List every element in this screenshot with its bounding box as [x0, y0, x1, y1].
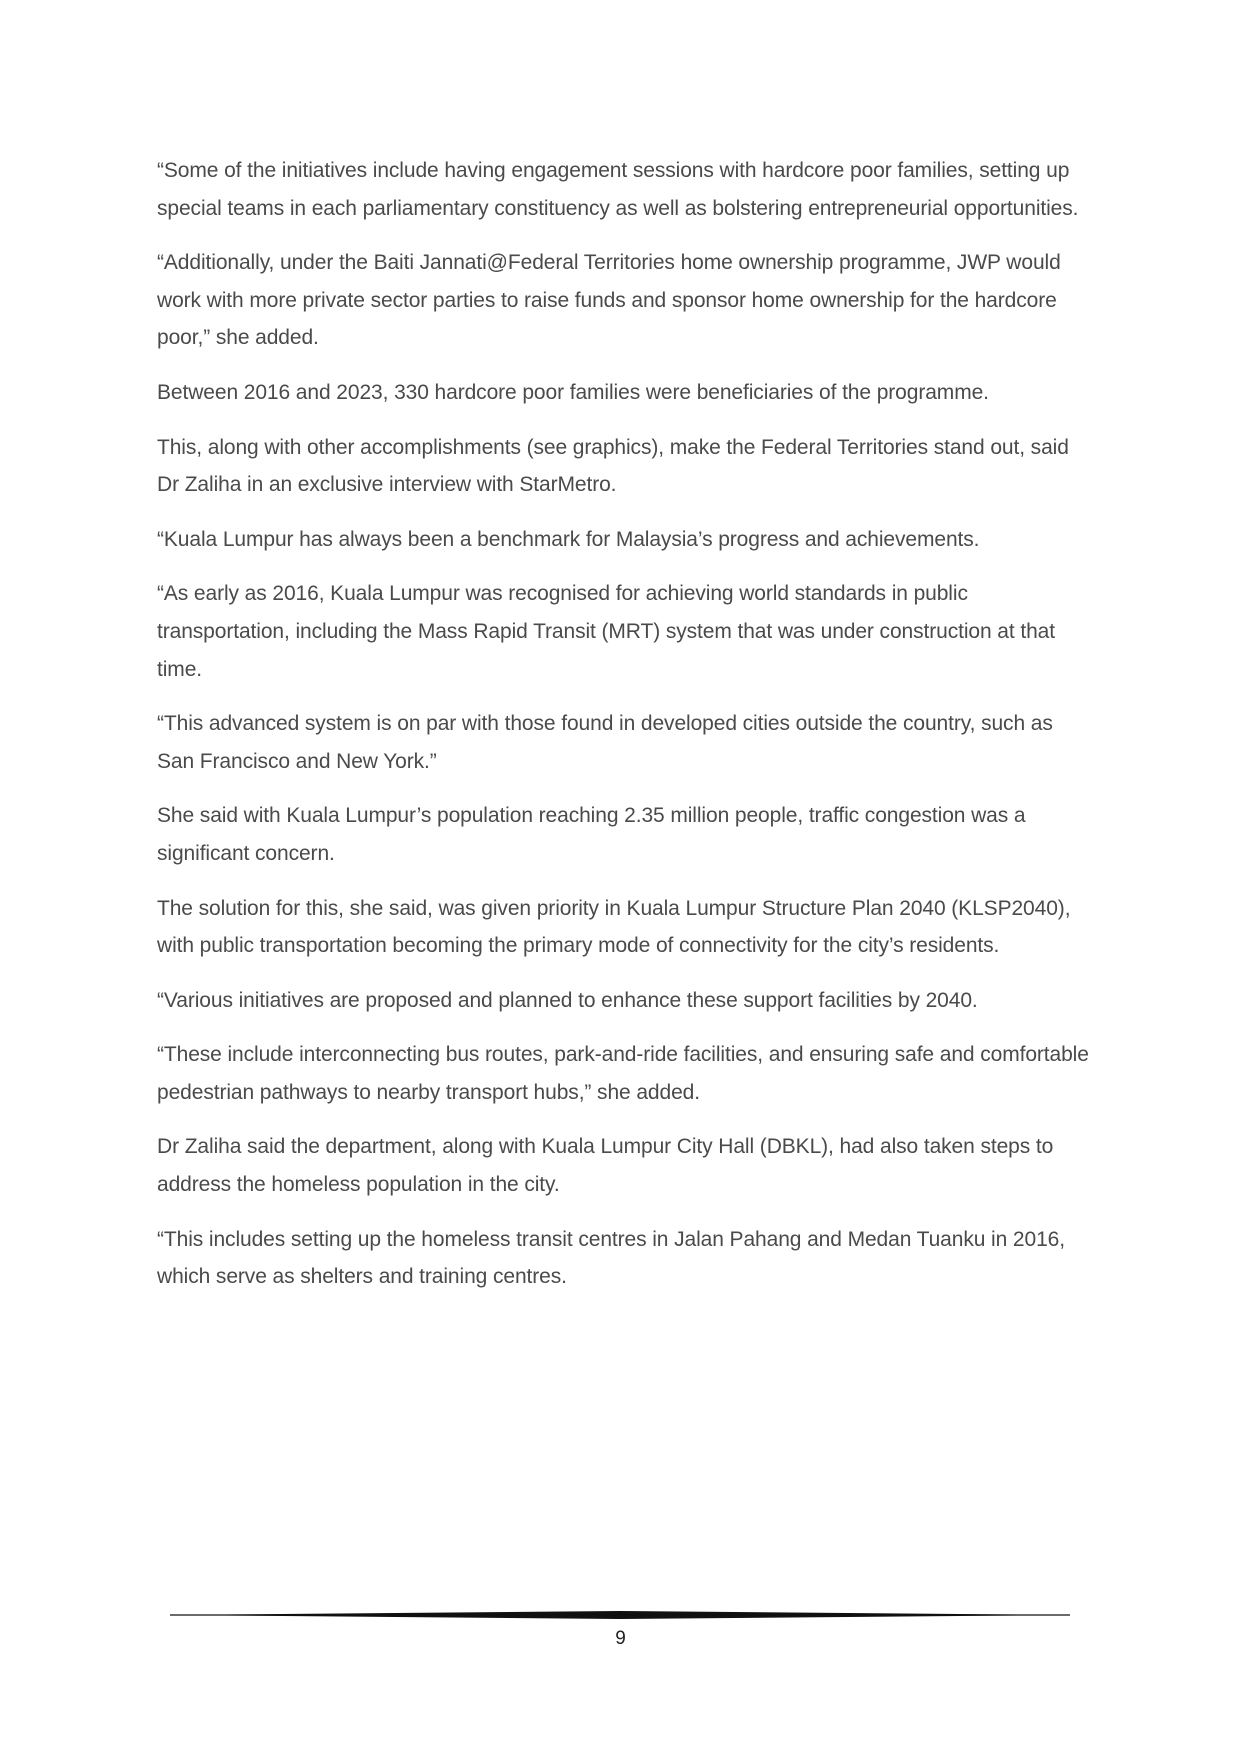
- article-paragraph: This, along with other accomplishments (see graphics), make the Federal Territories stand out, said Dr Zaliha in an exclusive interview with StarMetro.: [157, 435, 1069, 497]
- article-paragraph: “Additionally, under the Baiti Jannati@Federal Territories home ownership programme, JWP would work with more private sector parties to raise funds and sponsor home ownership for the hardcore poor,” she added.: [157, 251, 1061, 350]
- article-body: [157, 152, 1092, 1313]
- article-paragraph: “This includes setting up the homeless transit centres in Jalan Pahang and Medan Tuanku in 2016, which serve as shelters and training centres.: [157, 1227, 1065, 1289]
- page-number: 9: [615, 1628, 626, 1649]
- article-paragraph: “Kuala Lumpur has always been a benchmark for Malaysia’s progress and achievements.: [157, 527, 980, 551]
- article-paragraph: “These include interconnecting bus routes, park-and-ride facilities, and ensuring safe and comfortable pedestrian pathways to nearby transport hubs,” she added.: [157, 1043, 1089, 1104]
- article-paragraph: Between 2016 and 2023, 330 hardcore poor families were beneficiaries of the programme.: [157, 380, 989, 404]
- article-paragraph: She said with Kuala Lumpur’s population reaching 2.35 million people, traffic congestion was a significant concern.: [157, 804, 1026, 865]
- article-paragraph: “This advanced system is on par with those found in developed cities outside the country, such as San Francisco and New York.”: [157, 712, 1053, 773]
- article-paragraph: Dr Zaliha said the department, along with Kuala Lumpur City Hall (DBKL), had also taken steps to address the homeless population in the city.: [157, 1135, 1054, 1197]
- article-paragraph: “Various initiatives are proposed and planned to enhance these support facilities by 2040.: [157, 988, 978, 1012]
- footer-divider: [170, 1608, 1070, 1622]
- article-paragraph: The solution for this, she said, was given priority in Kuala Lumpur Structure Plan 2040 (KLSP2040), with public transportation becoming the primary mode of connectivity for the city’s residents.: [157, 896, 1071, 958]
- article-paragraph: “Some of the initiatives include having engagement sessions with hardcore poor families, setting up special teams in each parliamentary constituency as well as bolstering entrepreneurial opportunities.: [157, 159, 1079, 220]
- article-paragraph: “As early as 2016, Kuala Lumpur was recognised for achieving world standards in public transportation, including the Mass Rapid Transit (MRT) system that was under construction at that time.: [157, 582, 1055, 681]
